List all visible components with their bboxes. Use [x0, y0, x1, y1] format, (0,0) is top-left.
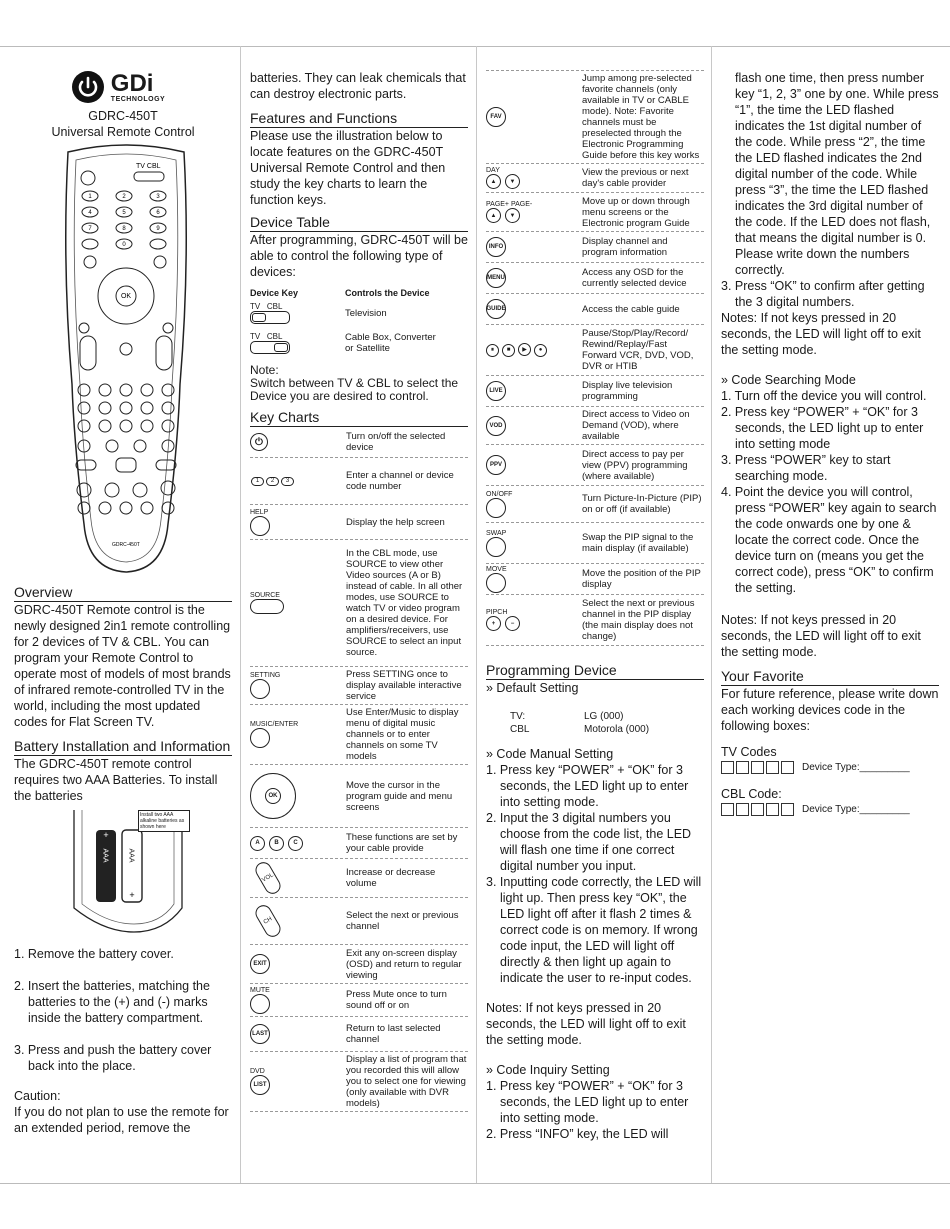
svg-text:7: 7 [88, 226, 92, 232]
key-symbol-icon: ▲ ▼ [486, 208, 520, 223]
key-symbol-icon [250, 728, 270, 748]
inquiry-note: Notes: If not keys pressed in 20 seconds, the LED will light off to exit the setting mode. [721, 311, 921, 357]
switch-cbl-label: CBL [266, 302, 283, 311]
favorite-heading: Your Favorite [721, 668, 939, 686]
key-description: Enter a channel or device code number [346, 470, 454, 492]
key-symbol-icon: ⏸ ■ ▶ ● [486, 343, 547, 357]
battery-callout: Install two AAA alkaline batteries as shown here [138, 810, 190, 832]
column-divider [711, 46, 712, 1183]
list-item: 2. Input the 3 digital numbers you choose from the code list, the LED will flash one time if one correct digital number you input. [486, 811, 692, 873]
key-description: Access any OSD for the currently selected device [582, 267, 687, 289]
key-symbol-icon [250, 679, 270, 699]
key-icon [486, 268, 582, 288]
svg-text:6: 6 [156, 210, 160, 216]
key-icon [250, 509, 346, 536]
list-item: 3. Inputting code correctly, the LED will light up. Then press key “OK”, the LED light off after it flash 2 times & correct code is on memory. If wrong code input, the LED will light off directly & then light up again to indicate the user to re-input codes. [486, 875, 702, 985]
key-chart-row [250, 828, 468, 859]
tv-codes-label: TV Codes [721, 745, 777, 759]
manual-note: Notes: If not keys pressed in 20 seconds, the LED will light off to exit the setting mode. [486, 1001, 686, 1047]
key-icon [486, 416, 582, 436]
list-item: 3. Press “POWER” key to start searching mode. [721, 453, 891, 483]
key-icon [250, 987, 346, 1014]
column-2 [250, 70, 468, 1112]
key-chart-list-2 [486, 70, 704, 646]
key-description: Jump among pre-selected favorite channels (only available in TV or CABLE mode). Note: Favorite channels must be preselected through the Electronic Programming Guide before this key works [582, 73, 700, 161]
device-table-col2: Controls the Device [345, 288, 430, 298]
device-note: Note: Switch between TV & CBL to select the Device you are desired to control. [250, 363, 459, 403]
key-symbol-icon: VOD [486, 416, 506, 436]
svg-text:0: 0 [122, 242, 126, 248]
device-type-field[interactable]: Device Type:_________ [802, 762, 910, 773]
key-symbol-icon: PPV [486, 455, 506, 475]
svg-text:5: 5 [122, 210, 126, 216]
key-description: Display the help screen [346, 516, 445, 528]
key-symbol-icon: CH [253, 902, 284, 939]
search-steps [721, 388, 939, 596]
tv-code-boxes[interactable] [721, 761, 939, 774]
key-label: PAGE+ PAGE- [486, 201, 533, 208]
key-icon [486, 566, 582, 593]
inquiry-continuation: flash one time, then press number key “1, 2, 3” one by one. While press “1”, the time the LED flashed indicates the 1st digital number of the code. While press “2”, the time the LED flashed indicates the 2nd digital number of the code. While press “3”, the time the LED flashed indicates the 3rd digital number of the code. If the LED does not flash, that means the digital number is 0. Please write down the numbers correctly. [735, 71, 939, 277]
overview-heading: Overview [14, 584, 232, 602]
key-symbol-icon: ▲ ▼ [486, 174, 520, 189]
logo-subtext: TECHNOLOGY [110, 95, 166, 103]
key-description: Pause/Stop/Play/Record/ Rewind/Replay/Fast Forward VCR, DVD, VOD, DVR or HTIB [582, 328, 694, 372]
key-label: PIPCH [486, 609, 508, 616]
key-icon [250, 672, 346, 699]
key-label: MOVE [486, 565, 507, 573]
key-chart-row [250, 984, 468, 1017]
device-table-heading: Device Table [250, 214, 468, 232]
key-icon [486, 491, 582, 518]
key-symbol-icon: MENU [486, 268, 506, 288]
key-chart-row [486, 486, 704, 523]
list-item: 2. Press “INFO” key, the LED will [486, 1127, 669, 1141]
key-icon [486, 381, 582, 401]
key-charts-heading: Key Charts [250, 409, 468, 427]
bottom-rule [0, 1183, 950, 1184]
key-icon [250, 433, 346, 451]
key-symbol-icon: VOL [253, 859, 284, 896]
key-chart-list [250, 427, 468, 1112]
device-row-label: Cable Box, Converter or Satellite [345, 332, 436, 354]
key-chart-row [486, 595, 704, 646]
key-icon [250, 861, 346, 895]
caution-heading: Caution: [14, 1089, 61, 1103]
column-1 [14, 70, 232, 1136]
switch-tv-label: TV [250, 302, 261, 311]
key-symbol-icon: A B C [250, 836, 303, 851]
key-chart-row [250, 1017, 468, 1052]
key-symbol-icon: + − [486, 616, 520, 631]
key-icon [486, 609, 582, 631]
list-item: 1. Remove the battery cover. [14, 947, 174, 961]
features-text: Please use the illustration below to locate features on the GDRC-450T Universal Remote Control and then study the key charts to learn the function keys. [250, 129, 446, 207]
key-symbol-icon [486, 537, 506, 557]
column-divider [240, 46, 241, 1183]
product-title: Universal Remote Control [51, 125, 195, 139]
key-symbol-icon: GUIDE [486, 299, 506, 319]
key-icon [250, 721, 346, 748]
default-dev: CBL [510, 724, 530, 735]
favorite-text: For future reference, please write down each working devices code in the following boxes: [721, 687, 939, 733]
key-description: Swap the PIP signal to the main display (if available) [582, 532, 694, 554]
model-name: GDRC-450T [88, 109, 158, 123]
svg-text:+: + [103, 830, 109, 840]
key-icon [486, 455, 582, 475]
key-description: Turn Picture-In-Picture (PIP) on or off (if available) [582, 493, 702, 515]
key-symbol-icon: INFO [486, 237, 506, 257]
device-table-header [250, 288, 468, 298]
key-description: Display live television programming [582, 380, 673, 402]
programming-heading: Programming Device [486, 662, 704, 680]
key-chart-row [486, 564, 704, 595]
device-table-text: After programming, GDRC-450T will be able to control the following type of devices: [250, 233, 468, 279]
key-description: In the CBL mode, use SOURCE to view other Video sources (A or B) instead of cable. In all other modes, use SOURCE to watch TV or video program on a desired device. For amplifiers/receivers, use SOURCE to select an input source. [346, 548, 463, 658]
list-item: 4. Point the device you will control, press “POWER” key again to search the code onwards one by one & locate the correct code. Once the device turn on (means you get the correct code), press “OK” to confirm the setting. [721, 485, 937, 595]
key-chart-row [486, 294, 704, 325]
svg-text:TV CBL: TV CBL [136, 163, 161, 170]
brand-logo [4, 70, 232, 104]
key-chart-row [250, 898, 468, 945]
key-symbol-icon [250, 599, 284, 614]
svg-text:4: 4 [88, 210, 92, 216]
key-description: Use Enter/Music to display menu of digital music channels or to enter channels on some TV models [346, 707, 459, 762]
key-symbol-icon [250, 994, 270, 1014]
key-chart-row [250, 505, 468, 540]
key-icon [486, 167, 582, 189]
key-label: SWAP [486, 529, 507, 537]
key-icon [486, 343, 582, 357]
search-mode-heading: » Code Searching Mode [721, 373, 856, 387]
key-chart-row [486, 523, 704, 564]
key-description: View the previous or next day's cable provider [582, 167, 689, 189]
caution-text: If you do not plan to use the remote for an extended period, remove the [14, 1105, 229, 1135]
default-dev: TV: [510, 711, 526, 722]
key-description: Move up or down through menu screens or the Electronic program Guide [582, 195, 690, 229]
inquiry-steps [486, 1078, 704, 1142]
device-switch-cbl[interactable] [250, 341, 290, 354]
features-heading: Features and Functions [250, 110, 468, 128]
svg-text:1: 1 [88, 194, 92, 200]
list-item: 2. Insert the batteries, matching the batteries to the (+) and (-) marks inside the battery compartment. [14, 979, 210, 1025]
key-description: Display a list of program that you recorded this will allow you to select one for viewing (only available with DVR models) [346, 1054, 467, 1109]
key-icon [250, 1068, 346, 1095]
device-row-label: Television [345, 307, 387, 319]
battery-cell-label: AAA [127, 848, 135, 863]
svg-text:+: + [129, 890, 135, 900]
key-symbol-icon: LAST [250, 1024, 270, 1044]
key-chart-row [250, 427, 468, 458]
key-icon [250, 904, 346, 938]
key-description: Access the cable guide [582, 303, 680, 315]
key-symbol-icon: OK [250, 773, 296, 819]
key-label: DAY [486, 167, 500, 174]
key-symbol-icon: FAV [486, 107, 506, 127]
key-chart-row [250, 859, 468, 898]
default-setting-heading: » Default Setting [486, 681, 579, 695]
cbl-code-boxes[interactable] [721, 803, 939, 816]
key-symbol-icon: LIVE [486, 381, 506, 401]
key-description: Direct access to Video on Demand (VOD), where available [582, 409, 690, 442]
device-row-cbl [250, 332, 468, 354]
column-3 [486, 70, 704, 1142]
key-symbol-icon: EXIT [250, 954, 270, 974]
key-chart-row [486, 263, 704, 294]
battery-cell-label: AAA [101, 848, 109, 863]
battery-continuation: batteries. They can leak chemicals that can destroy electronic parts. [250, 71, 466, 101]
key-chart-row [486, 445, 704, 486]
key-description: Press Mute once to turn sound off or on [346, 989, 447, 1011]
svg-text:2: 2 [122, 194, 126, 200]
key-icon [486, 237, 582, 257]
inquiry-setting-heading: » Code Inquiry Setting [486, 1063, 610, 1077]
key-icon [250, 476, 346, 487]
key-icon [250, 592, 346, 614]
key-label: HELP [250, 508, 269, 516]
key-icon [486, 530, 582, 557]
key-symbol-icon: ⏻ [250, 433, 268, 451]
key-chart-row [250, 458, 468, 505]
key-icon [486, 299, 582, 319]
key-chart-row [486, 325, 704, 376]
key-description: Exit any on-screen display (OSD) and return to regular viewing [346, 947, 462, 981]
battery-steps [14, 946, 232, 1074]
key-icon [250, 1024, 346, 1044]
key-description: Turn on/off the selected device [346, 431, 446, 453]
key-description: Return to last selected channel [346, 1023, 441, 1045]
battery-text: The GDRC-450T remote control requires two AAA Batteries. To install the batteries [14, 757, 218, 803]
device-row-tv [250, 302, 468, 324]
key-symbol-icon [250, 516, 270, 536]
list-item: 2. Press key “POWER” + “OK” for 3 seconds, the LED light up to enter into setting mode [721, 405, 924, 451]
key-label: ON/OFF [486, 490, 513, 498]
key-description: Move the cursor in the program guide and menu screens [346, 779, 453, 813]
key-icon [250, 836, 346, 851]
key-description: Increase or decrease volume [346, 867, 436, 889]
key-label: DVD [250, 1068, 265, 1075]
key-label: SOURCE [250, 592, 280, 599]
key-chart-row [486, 376, 704, 407]
list-item: 3. Press and push the battery cover back into the place. [14, 1043, 212, 1073]
key-chart-row [486, 71, 704, 164]
list-item: 1. Turn off the device you will control. [721, 389, 927, 403]
key-description: Select the next or previous channel [346, 910, 459, 932]
key-description: Display channel and program information [582, 236, 668, 258]
key-chart-row [250, 765, 468, 828]
battery-illustration [64, 808, 204, 934]
default-code: Motorola (000) [584, 724, 650, 735]
key-icon [250, 773, 346, 819]
list-item: 1. Press key “POWER” + “OK” for 3 seconds, the LED light up to enter into setting mode. [486, 763, 689, 809]
list-item: 1. Press key “POWER” + “OK” for 3 seconds, the LED light up to enter into setting mode. [486, 1079, 689, 1125]
key-symbol-icon [486, 573, 506, 593]
default-codes [510, 710, 704, 736]
key-label: MUSIC/ENTER [250, 721, 299, 728]
key-chart-row [250, 540, 468, 667]
key-icon [486, 107, 582, 127]
svg-text:3: 3 [156, 194, 160, 200]
key-chart-row [250, 1052, 468, 1112]
device-type-field[interactable]: Device Type:_________ [802, 804, 910, 815]
default-code: LG (000) [584, 711, 624, 722]
svg-text:9: 9 [156, 226, 160, 232]
switch-tv-label: TV [250, 332, 261, 341]
manual-setting-heading: » Code Manual Setting [486, 747, 614, 761]
key-description: Direct access to pay per view (PPV) programming (where available) [582, 448, 688, 482]
manual-steps [486, 762, 704, 986]
svg-text:8: 8 [122, 226, 126, 232]
power-logo-icon [71, 70, 105, 104]
key-chart-row [486, 164, 704, 193]
device-table-col1: Device Key [250, 288, 299, 298]
top-rule [0, 46, 950, 47]
remote-model-label: GDRC-450T [112, 542, 140, 548]
column-divider [476, 46, 477, 1183]
key-chart-row [486, 407, 704, 445]
device-switch-tv[interactable] [250, 311, 290, 324]
key-description: These functions are set by your cable provide [346, 832, 458, 854]
column-4 [721, 70, 939, 816]
key-icon [486, 201, 582, 223]
key-symbol-icon: 1 2 3 [250, 476, 295, 487]
key-label: MUTE [250, 986, 270, 994]
key-description: Select the next or previous channel in the PIP display (the main display does not change) [582, 598, 695, 642]
search-note: Notes: If not keys pressed in 20 seconds, the LED will light off to exit the setting mode. [721, 613, 921, 659]
key-symbol-icon: LIST [250, 1075, 270, 1095]
key-description: Press SETTING once to display available interactive service [346, 669, 462, 702]
switch-cbl-label: CBL [266, 332, 283, 341]
key-chart-row [250, 667, 468, 705]
key-symbol-icon [486, 498, 506, 518]
key-chart-row [250, 945, 468, 984]
key-icon [250, 954, 346, 974]
overview-text: GDRC-450T Remote control is the newly designed 2in1 remote controlling for 2 devices of TV & CBL. You can program your Remote Control to operate most of models of most brands of infrared remote-controlled TV in the world, including the most updated codes for Flat Screen TV. [14, 603, 231, 729]
list-item: 3. Press “OK” to confirm after getting the 3 digital numbers. [721, 279, 925, 309]
key-chart-row [486, 193, 704, 232]
key-chart-row [250, 705, 468, 765]
key-chart-row [486, 232, 704, 263]
svg-text:OK: OK [120, 293, 132, 300]
remote-illustration [56, 144, 196, 576]
logo-text: GDi [110, 69, 154, 97]
key-description: Move the position of the PIP display [582, 568, 701, 590]
battery-heading: Battery Installation and Information [14, 738, 231, 754]
cbl-code-label: CBL Code: [721, 787, 782, 801]
key-label: SETTING [250, 672, 281, 679]
